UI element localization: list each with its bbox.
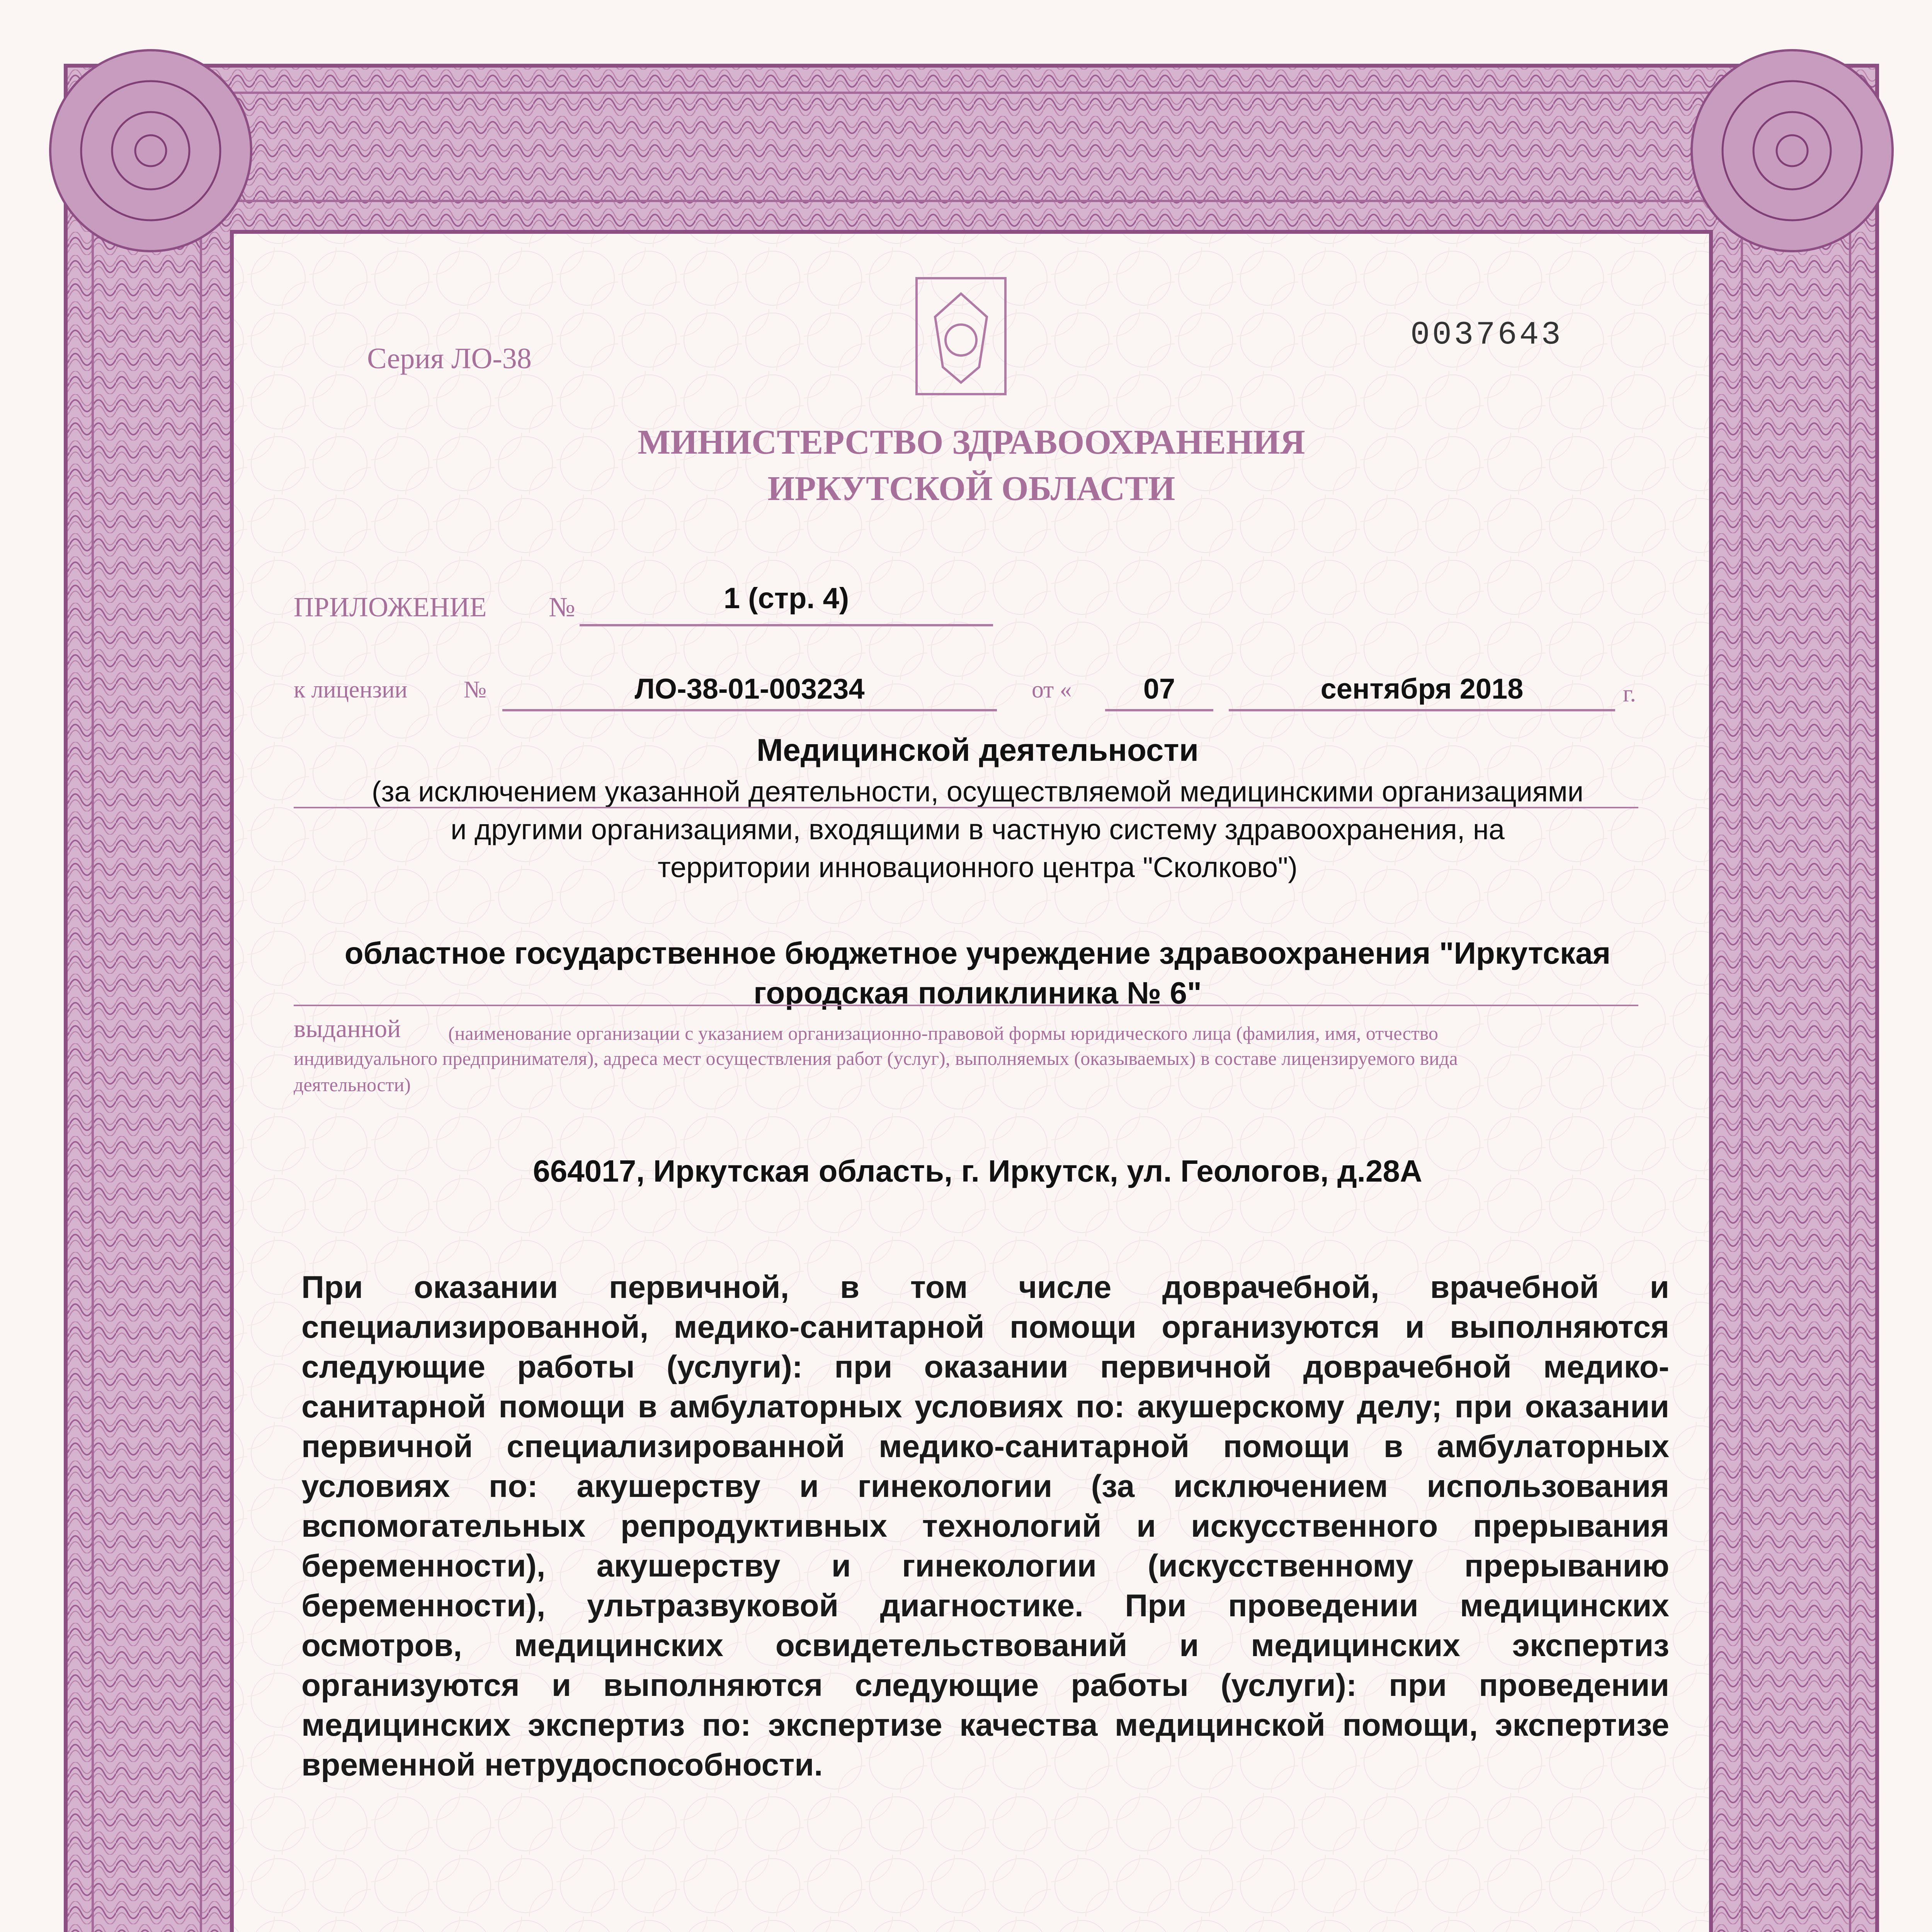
series-label: Серия ЛО-38	[367, 342, 532, 375]
form-number: 0037643	[1410, 317, 1563, 354]
organization-name-line: городская поликлиника № 6"	[753, 976, 1202, 1010]
date-from-label: от «	[1032, 677, 1072, 703]
organization-name-line: областное государственное бюджетное учреждение здравоохранения "Иркутская	[344, 936, 1611, 970]
date-month-line	[1229, 709, 1615, 711]
issued-caption-line: индивидуального предпринимателя), адреса мест осуществления работ (услуг), выполняемых (оказываемых) в составе лицензируемого вида	[294, 1048, 1458, 1069]
activity-description-line: (за исключением указанной деятельности, осуществляемой медицинскими организациями	[371, 776, 1584, 808]
ministry-title-line2: ИРКУТСКОЙ ОБЛАСТИ	[767, 469, 1175, 508]
issued-caption-line: деятельности)	[294, 1074, 411, 1095]
appendix-number: 1 (стр. 4)	[723, 582, 849, 615]
ministry-title-line1: МИНИСТЕРСТВО ЗДРАВООХРАНЕНИЯ	[638, 423, 1305, 461]
issued-label: выданной	[294, 1015, 401, 1043]
services-text: При оказании первичной, в том числе доврачебной, врачебной и специализированной, медико-санитарной помощи организуются и выполняются следующие работы (услуги): при оказании первичной доврачебной медико-санитарной помощи в амбулаторных условиях по: акушерскому делу; при оказании первичной специализированной медико-санитарной помощи в амбулаторных условиях по: акушерству и гинекологии (за исключением использования вспомогательных репродуктивных технологий и искусственного прерывания беременности), акушерству и гинекологии (искусственному прерыванию беременности), ультразвуковой диагностике. При проведении медицинских осмотров, медицинских освидетельствований и медицинских экспертиз организуются и выполняются следующие работы (услуги): при проведении медицинских экспертиз по: экспертизе качества медицинской помощи, экспертизе временной нетрудоспособности.	[301, 1270, 1669, 1782]
license-label: к лицензии	[294, 677, 408, 703]
license-number-sign: №	[464, 677, 487, 703]
license-number-line	[502, 709, 997, 711]
appendix-number-line	[580, 624, 993, 626]
address: 664017, Иркутская область, г. Иркутск, ул. Геологов, д.28А	[533, 1154, 1422, 1188]
year-suffix: г.	[1623, 680, 1636, 707]
date-day: 07	[1143, 673, 1175, 705]
activity-description-line: территории инновационного центра "Сколково")	[657, 851, 1298, 883]
appendix-number-sign: №	[549, 592, 575, 622]
appendix-label: ПРИЛОЖЕНИЕ	[294, 592, 487, 622]
organization-line	[294, 1005, 1638, 1006]
activity-title: Медицинской деятельности	[756, 733, 1199, 768]
license-number: ЛО-38-01-003234	[634, 673, 865, 705]
activity-line	[294, 807, 1638, 808]
date-day-line	[1105, 709, 1213, 711]
date-month-year: сентября 2018	[1320, 673, 1524, 705]
issued-caption-line: (наименование организации с указанием организационно-правовой формы юридического лица (фамилия, имя, отчество	[448, 1022, 1438, 1044]
services-text-block	[301, 1267, 1669, 1785]
activity-description-line: и другими организациями, входящими в частную систему здравоохранения, на	[451, 813, 1505, 845]
